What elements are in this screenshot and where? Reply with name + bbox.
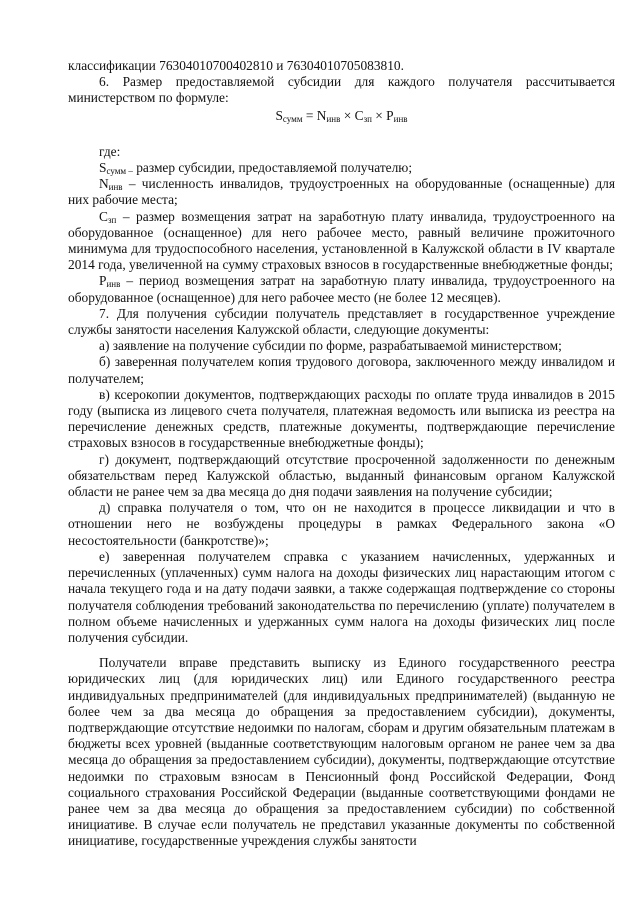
item-d: д) справка получателя о том, что он не находится в процессе ликвидации и что в отношении него не возбуждены процедуры в рамках Федерального закона «О несостоятельности (банкротстве)»;	[68, 500, 615, 548]
definition-p: $P_{инв}$ – период возмещения затрат на заработную плату инвалида, трудоустроенного на оборудованное (оснащенное) для него рабочее место (не более 12 месяцев).	[68, 273, 615, 305]
item-b: б) заверенная получателем копия трудового договора, заключенного между инвалидом и получателем;	[68, 354, 615, 386]
item-g: г) документ, подтверждающий отсутствие просроченной задолженности по денежным обязательствам перед Калужской областью, выданный финансовым органом Калужской области не ранее чем за два месяца до дня подачи заявления на получение субсидии;	[68, 451, 615, 500]
definition-s: $S_{сумм -}$ размер субсидии, предоставляемой получателю;	[99, 160, 413, 177]
classification-line: классификации 76304010700402810 и 76304010705083810.	[68, 58, 404, 73]
definition-n: $N_{инв}$ – численность инвалидов, трудоустроенных на оборудованные (оснащенные) для них рабочие места;	[68, 176, 615, 208]
formula: $S_{сумм} = N_{инв} \times C_{зп} \times P_{инв}$	[275, 107, 408, 124]
paragraph-7: 7. Для получения субсидии получатель представляет в государственное учреждение службы занятости населения Калужской области, следующие документы:	[68, 305, 615, 338]
paragraph-recipients: Получатели вправе представить выписку из Единого государственного реестра юридических лиц (для юридических лиц) или Единого государственного реестра индивидуальных предпринимателей (для индивидуальных предпринимателей) (выданную не более чем за два месяца до обращения за предоставлением субсидии), документы, подтверждающие отсутствие недоимки по налогам, сборам и другим обязательным платежам в бюджеты всех уровней (выданные соответствующим налоговым органом не ранее чем за два месяца до обращения за предоставлением субсидии), документы, подтверждающие отсутствие недоимки по страховым взносам в Пенсионный фонд Российской Федерации, Фонд социального страхования Российской Федерации (выданные соответствующими фондами не ранее чем за два месяца до обращения за предоставлением субсидии) по собственной инициативе. В случае если получатель не представил указанные документы по собственной инициативе, государственные учреждения службы занятости	[68, 655, 615, 849]
where-label: где:	[99, 143, 121, 159]
document-page	[68, 58, 615, 850]
item-a: а) заявление на получение субсидии по форме, разрабатываемой министерством;	[99, 338, 562, 354]
paragraph-6: 6. Размер предоставляемой субсидии для каждого получателя рассчитывается министерством по формуле:	[68, 74, 615, 106]
definition-c: $C_{зп}$ – размер возмещения затрат на заработную плату инвалида, трудоустроенного на оборудованное (оснащенное) для него рабочее место, равный величине прожиточного минимума для трудоспособного населения, установленной в Калужской области в IV квартале 2014 года, увеличенной на сумму страховых взносов в государственные внебюджетные фонды;	[68, 208, 615, 273]
item-e: е) заверенная получателем справка с указанием начисленных, удержанных и перечисленных (уплаченных) сумм налога на доходы физических лиц нарастающим итогом с начала текущего года и на дату подачи заявки, а также содержащая подтверждение со стороны получателя соблюдения требований законодательства по перечислению (уплате) получателем в полном объеме начисленных и удержанных сумм налога на доходы физических лиц после получения субсидии.	[68, 548, 615, 645]
item-v: в) ксерокопии документов, подтверждающих расходы по оплате труда инвалидов в 2015 году (выписка из лицевого счета получателя, платежная ведомость или выписка из реестра на перечисление денежных средств, платежные документы, подтверждающие перечисление страховых взносов в государственные внебюджетные фонды);	[68, 386, 615, 451]
